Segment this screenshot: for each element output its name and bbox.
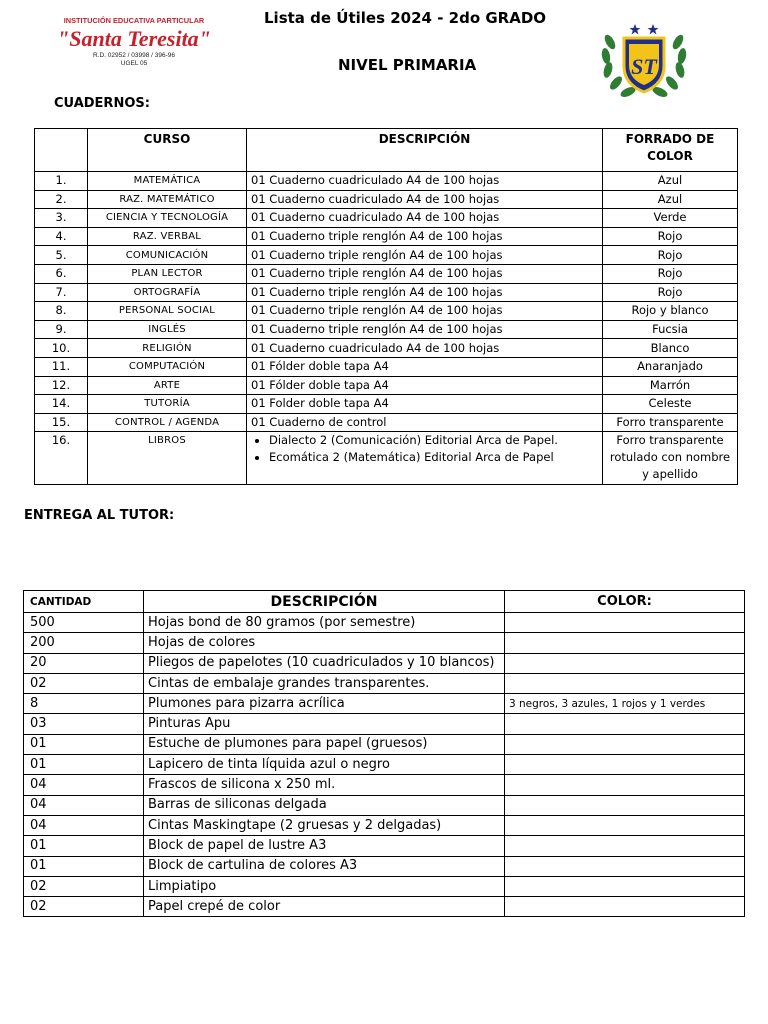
row-curso: ORTOGRAFÍA	[88, 283, 247, 302]
row-number: 1.	[35, 172, 88, 191]
row-curso: ARTE	[88, 376, 247, 395]
school-crest-icon	[598, 20, 690, 102]
table-row	[24, 775, 745, 795]
row-color	[505, 633, 745, 653]
row-curso: CIENCIA Y TECNOLOGÍA	[88, 209, 247, 228]
row-descripcion: 01 Cuaderno triple renglón A4 de 100 hojas	[247, 246, 603, 265]
row-curso: INGLÉS	[88, 320, 247, 339]
row-number: 8.	[35, 302, 88, 321]
row-cantidad: 04	[24, 775, 144, 795]
row-number: 4.	[35, 227, 88, 246]
row-number: 10.	[35, 339, 88, 358]
row-color	[505, 613, 745, 633]
row-color	[505, 755, 745, 775]
row-forrado: Rojo	[603, 227, 738, 246]
row-curso: MATEMÁTICA	[88, 172, 247, 191]
table-row	[35, 339, 738, 358]
row-curso: TUTORÍA	[88, 395, 247, 414]
table-row	[35, 320, 738, 339]
page-subtitle: NIVEL PRIMARIA	[338, 56, 477, 74]
row-forrado: Azul	[603, 190, 738, 209]
table-row	[24, 856, 745, 876]
header-descripcion: DESCRIPCIÓN	[247, 129, 603, 172]
row-forrado: Fucsia	[603, 320, 738, 339]
row-color	[505, 856, 745, 876]
row-color	[505, 897, 745, 917]
row-cantidad: 8	[24, 694, 144, 714]
row-color	[505, 714, 745, 734]
row-descripcion: 01 Cuaderno triple renglón A4 de 100 hojas	[247, 264, 603, 283]
table-row	[24, 876, 745, 896]
row-number: 3.	[35, 209, 88, 228]
row-forrado: Celeste	[603, 395, 738, 414]
table-row	[35, 395, 738, 414]
table-row	[35, 357, 738, 376]
table-row	[35, 246, 738, 265]
table-row	[35, 190, 738, 209]
row-color	[505, 836, 745, 856]
row-cantidad: 02	[24, 897, 144, 917]
table-row	[24, 815, 745, 835]
row-number: 9.	[35, 320, 88, 339]
row-number: 11.	[35, 357, 88, 376]
row-curso: LIBROS	[88, 432, 247, 485]
row-descripcion: Frascos de silicona x 250 ml.	[144, 775, 505, 795]
row-descripcion: Block de papel de lustre A3	[144, 836, 505, 856]
row-descripcion: Plumones para pizarra acrílica	[144, 694, 505, 714]
row-number: 16.	[35, 432, 88, 485]
row-curso: RELIGIÓN	[88, 339, 247, 358]
table-row	[35, 376, 738, 395]
table-row	[24, 714, 745, 734]
entrega-table	[23, 590, 745, 917]
row-descripcion: 01 Cuaderno cuadriculado A4 de 100 hojas	[247, 209, 603, 228]
row-forrado: Rojo	[603, 246, 738, 265]
row-descripcion: 01 Cuaderno triple renglón A4 de 100 hojas	[247, 283, 603, 302]
row-curso: COMPUTACIÓN	[88, 357, 247, 376]
row-forrado: Rojo	[603, 283, 738, 302]
header-color: COLOR:	[505, 591, 745, 613]
row-color	[505, 795, 745, 815]
row-curso: RAZ. MATEMÁTICO	[88, 190, 247, 209]
table-row	[24, 836, 745, 856]
row-descripcion: Barras de siliconas delgada	[144, 795, 505, 815]
table-row	[35, 227, 738, 246]
row-descripcion: Limpiatipo	[144, 876, 505, 896]
row-color: 3 negros, 3 azules, 1 rojos y 1 verdes	[505, 694, 745, 714]
row-color	[505, 673, 745, 693]
row-descripcion: 01 Folder doble tapa A4	[247, 395, 603, 414]
row-curso: RAZ. VERBAL	[88, 227, 247, 246]
row-forrado: Forro transparente	[603, 413, 738, 432]
logo-line-3: R.D. 02952 / 03998 / 396-96	[92, 52, 176, 59]
table-row	[24, 795, 745, 815]
row-descripcion: Pliegos de papelotes (10 cuadriculados y 10 blancos)	[144, 653, 505, 673]
table-row	[35, 302, 738, 321]
libros-list	[251, 432, 598, 466]
header-descripcion: DESCRIPCIÓN	[144, 591, 505, 613]
row-cantidad: 01	[24, 856, 144, 876]
row-color	[505, 815, 745, 835]
row-forrado: Rojo y blanco	[603, 302, 738, 321]
table-row	[24, 613, 745, 633]
section-label-entrega: ENTREGA AL TUTOR:	[24, 508, 175, 523]
table-row	[35, 209, 738, 228]
row-number: 2.	[35, 190, 88, 209]
row-cantidad: 03	[24, 714, 144, 734]
row-forrado: Rojo	[603, 264, 738, 283]
table-header-row	[24, 591, 745, 613]
row-forrado: Blanco	[603, 339, 738, 358]
row-cantidad: 20	[24, 653, 144, 673]
row-cantidad: 02	[24, 673, 144, 693]
row-cantidad: 02	[24, 876, 144, 896]
row-forrado: Marrón	[603, 376, 738, 395]
row-descripcion: Estuche de plumones para papel (gruesos)	[144, 734, 505, 754]
page-title: Lista de Útiles 2024 - 2do GRADO	[264, 9, 547, 27]
row-cantidad: 01	[24, 734, 144, 754]
row-color	[505, 775, 745, 795]
row-color	[505, 734, 745, 754]
table-row	[35, 172, 738, 191]
row-descripcion: Hojas bond de 80 gramos (por semestre)	[144, 613, 505, 633]
table-row	[35, 283, 738, 302]
list-item: • Ecomática 2 (Matemática) Editorial Arca de Papel	[269, 449, 598, 466]
table-row	[24, 633, 745, 653]
header-curso: CURSO	[88, 129, 247, 172]
row-curso: PLAN LECTOR	[88, 264, 247, 283]
table-row	[24, 897, 745, 917]
row-curso: COMUNICACIÓN	[88, 246, 247, 265]
row-descripcion: 01 Cuaderno triple renglón A4 de 100 hojas	[247, 302, 603, 321]
logo-line-1: INSTITUCIÓN EDUCATIVA PARTICULAR	[63, 16, 205, 25]
row-cantidad: 01	[24, 836, 144, 856]
row-descripcion: Cintas de embalaje grandes transparentes.	[144, 673, 505, 693]
school-logo	[34, 14, 234, 72]
row-number: 7.	[35, 283, 88, 302]
row-number: 14.	[35, 395, 88, 414]
logo-name: "Santa Teresita"	[57, 26, 211, 51]
table-row	[24, 673, 745, 693]
table-header-row	[35, 129, 738, 172]
table-row	[24, 734, 745, 754]
table-row-libros	[35, 432, 738, 485]
row-descripcion: 01 Cuaderno triple renglón A4 de 100 hojas	[247, 320, 603, 339]
row-number: 15.	[35, 413, 88, 432]
row-descripcion: 01 Cuaderno cuadriculado A4 de 100 hojas	[247, 190, 603, 209]
row-cantidad: 01	[24, 755, 144, 775]
table-row	[35, 413, 738, 432]
row-curso: CONTROL / AGENDA	[88, 413, 247, 432]
row-cantidad: 04	[24, 795, 144, 815]
row-forrado: Verde	[603, 209, 738, 228]
row-cantidad: 500	[24, 613, 144, 633]
header-forrado: FORRADO DE COLOR	[603, 129, 738, 172]
table-row	[24, 653, 745, 673]
row-descripcion: Hojas de colores	[144, 633, 505, 653]
row-descripcion: 01 Cuaderno triple renglón A4 de 100 hojas	[247, 227, 603, 246]
row-forrado: Forro transparente rotulado con nombre y apellido	[603, 432, 738, 485]
row-descripcion: Pinturas Apu	[144, 714, 505, 734]
row-number: 5.	[35, 246, 88, 265]
crest-letters: ST	[631, 54, 657, 79]
header-cantidad: CANTIDAD	[24, 591, 144, 613]
table-row	[24, 694, 745, 714]
row-descripcion: Block de cartulina de colores A3	[144, 856, 505, 876]
row-descripcion: 01 Cuaderno cuadriculado A4 de 100 hojas	[247, 172, 603, 191]
table-row	[24, 755, 745, 775]
row-color	[505, 876, 745, 896]
row-descripcion	[247, 432, 603, 485]
row-curso: PERSONAL SOCIAL	[88, 302, 247, 321]
cuadernos-table	[34, 128, 738, 485]
logo-line-4: UGEL 05	[120, 60, 148, 67]
header-num	[35, 129, 88, 172]
row-descripcion: Lapicero de tinta líquida azul o negro	[144, 755, 505, 775]
row-descripcion: 01 Cuaderno cuadriculado A4 de 100 hojas	[247, 339, 603, 358]
row-color	[505, 653, 745, 673]
row-number: 12.	[35, 376, 88, 395]
row-forrado: Anaranjado	[603, 357, 738, 376]
row-forrado: Azul	[603, 172, 738, 191]
row-descripcion: Cintas Maskingtape (2 gruesas y 2 delgadas)	[144, 815, 505, 835]
row-descripcion: 01 Fólder doble tapa A4	[247, 376, 603, 395]
row-cantidad: 04	[24, 815, 144, 835]
list-item: • Dialecto 2 (Comunicación) Editorial Arca de Papel.	[269, 432, 598, 449]
row-descripcion: Papel crepé de color	[144, 897, 505, 917]
row-cantidad: 200	[24, 633, 144, 653]
row-descripcion: 01 Fólder doble tapa A4	[247, 357, 603, 376]
table-row	[35, 264, 738, 283]
row-number: 6.	[35, 264, 88, 283]
section-label-cuadernos: CUADERNOS:	[54, 96, 150, 111]
row-descripcion: 01 Cuaderno de control	[247, 413, 603, 432]
